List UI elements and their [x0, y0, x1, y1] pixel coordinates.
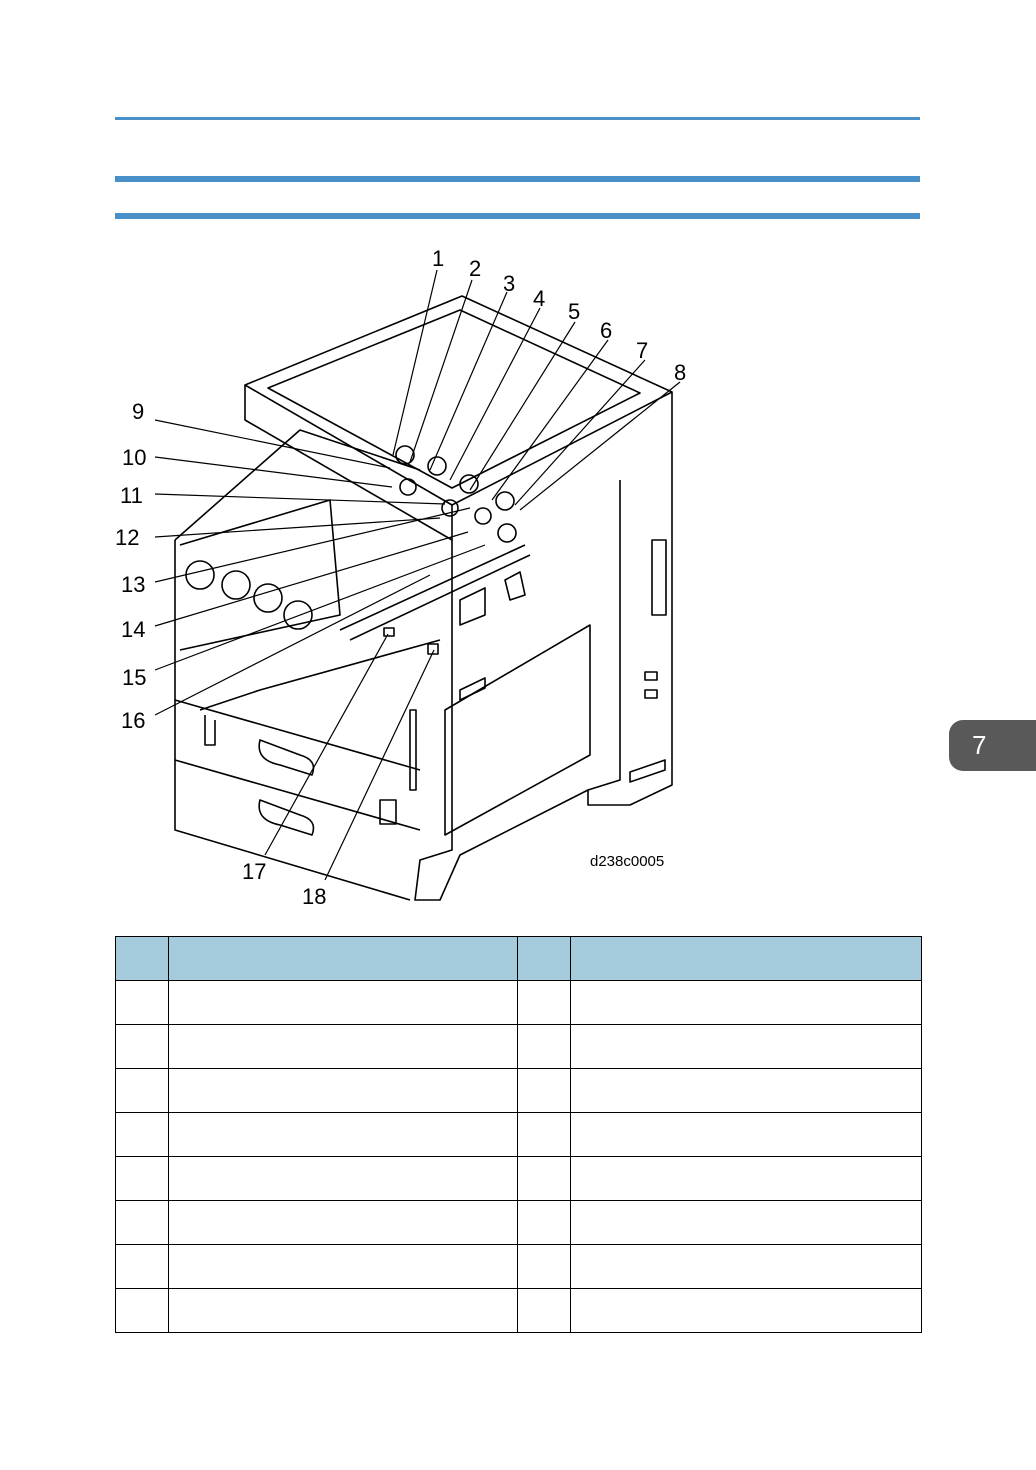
table-cell	[571, 1157, 922, 1201]
callout-3: 3	[503, 271, 516, 296]
table-cell	[169, 981, 518, 1025]
callout-leaders	[155, 270, 680, 880]
table-cell	[116, 1157, 169, 1201]
table-cell	[571, 1289, 922, 1333]
table-cell	[518, 1157, 571, 1201]
table-row	[116, 1289, 922, 1333]
table-cell	[571, 1245, 922, 1289]
parts-table	[115, 936, 922, 1333]
callout-16: 16	[121, 708, 146, 733]
table-cell	[571, 1201, 922, 1245]
callout-5: 5	[568, 299, 581, 324]
callout-6: 6	[600, 318, 613, 343]
callout-17: 17	[242, 859, 267, 884]
table-cell	[571, 1025, 922, 1069]
header-no-2	[518, 937, 571, 981]
callout-12: 12	[115, 525, 140, 550]
callout-7: 7	[636, 338, 649, 363]
table-cell	[169, 1113, 518, 1157]
table-row	[116, 1113, 922, 1157]
table-cell	[518, 1113, 571, 1157]
table-cell	[571, 1113, 922, 1157]
callout-4: 4	[533, 286, 546, 311]
table-cell	[518, 1025, 571, 1069]
table-row	[116, 1025, 922, 1069]
callout-2: 2	[469, 256, 482, 281]
table-cell	[169, 1289, 518, 1333]
table-cell	[116, 1201, 169, 1245]
callout-11: 11	[120, 483, 143, 508]
table-cell	[518, 981, 571, 1025]
table-cell	[571, 1069, 922, 1113]
callout-1: 1	[432, 246, 445, 271]
table-row	[116, 1245, 922, 1289]
table-cell	[169, 1025, 518, 1069]
table-row	[116, 1201, 922, 1245]
callout-14: 14	[121, 617, 146, 642]
table-header-row	[116, 937, 922, 981]
table-cell	[116, 1289, 169, 1333]
table-row	[116, 981, 922, 1025]
callout-9: 9	[132, 399, 145, 424]
callout-10: 10	[122, 445, 147, 470]
callout-8: 8	[674, 360, 687, 385]
table-cell	[571, 981, 922, 1025]
table-cell	[169, 1069, 518, 1113]
table-cell	[518, 1201, 571, 1245]
callout-15: 15	[122, 665, 147, 690]
table-cell	[116, 981, 169, 1025]
header-name	[169, 937, 518, 981]
header-name-2	[571, 937, 922, 981]
table-cell	[116, 1113, 169, 1157]
chapter-tab: 7	[949, 720, 1036, 771]
callout-18: 18	[302, 884, 327, 909]
table-cell	[116, 1069, 169, 1113]
table-cell	[116, 1025, 169, 1069]
table-cell	[169, 1201, 518, 1245]
table-row	[116, 1069, 922, 1113]
table-cell	[518, 1289, 571, 1333]
table-row	[116, 1157, 922, 1201]
callout-13: 13	[121, 572, 146, 597]
table-cell	[169, 1157, 518, 1201]
table-cell	[169, 1245, 518, 1289]
table-cell	[518, 1069, 571, 1113]
table-cell	[116, 1245, 169, 1289]
table-cell	[518, 1245, 571, 1289]
figure-id: d238c0005	[590, 853, 665, 870]
header-no	[116, 937, 169, 981]
